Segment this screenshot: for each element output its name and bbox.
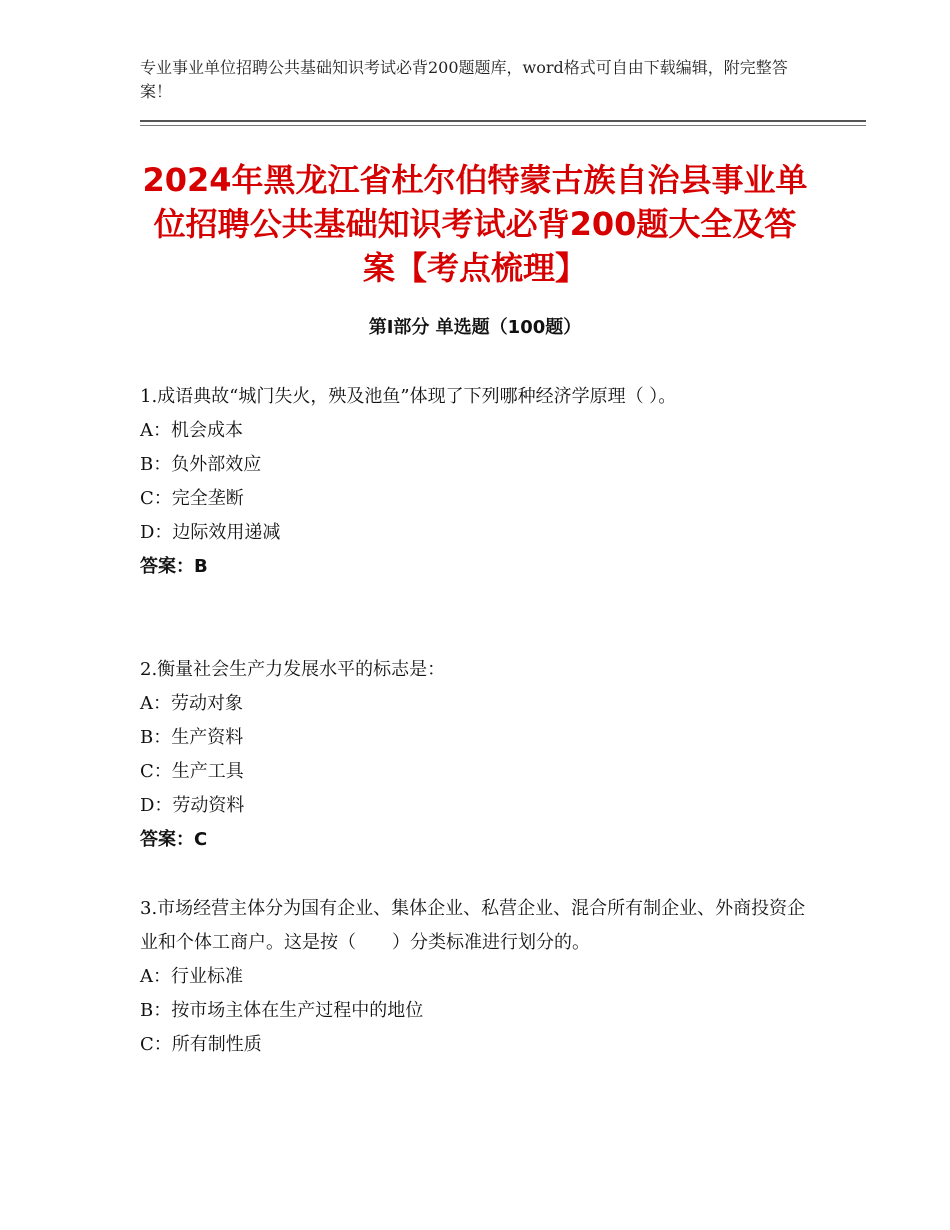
answer: 答案：B bbox=[140, 556, 208, 577]
header-rule-thin bbox=[140, 125, 866, 126]
question-2 bbox=[140, 653, 810, 857]
question-stem: 2.衡量社会生产力发展水平的标志是： bbox=[140, 659, 446, 680]
header-rule-thick bbox=[140, 120, 866, 122]
option-a: A：行业标准 bbox=[140, 966, 243, 987]
option-b: B：生产资料 bbox=[140, 727, 244, 748]
option-c: C：所有制性质 bbox=[140, 1034, 262, 1055]
option-b: B：按市场主体在生产过程中的地位 bbox=[140, 1000, 424, 1021]
question-stem: 3.市场经营主体分为国有企业、集体企业、私营企业、混合所有制企业、外商投资企业和个体工商户。这是按（ ）分类标准进行划分的。 bbox=[140, 898, 806, 953]
option-c: C：生产工具 bbox=[140, 761, 244, 782]
option-a: A：机会成本 bbox=[140, 420, 243, 441]
header-note: 专业事业单位招聘公共基础知识考试必背200题题库，word格式可自由下载编辑，附完整答案！ bbox=[140, 58, 788, 101]
option-a: A：劳动对象 bbox=[140, 693, 243, 714]
option-b: B：负外部效应 bbox=[140, 454, 262, 475]
question-3 bbox=[140, 892, 810, 1062]
question-stem: 1.成语典故“城门失火，殃及池鱼”体现了下列哪种经济学原理（ ）。 bbox=[140, 386, 677, 407]
option-c: C：完全垄断 bbox=[140, 488, 244, 509]
option-d: D：边际效用递减 bbox=[140, 522, 281, 543]
document-title: 2024年黑龙江省杜尔伯特蒙古族自治县事业单位招聘公共基础知识考试必背200题大全及答案【考点梳理】 bbox=[142, 161, 808, 287]
answer: 答案：C bbox=[140, 829, 208, 850]
question-1 bbox=[140, 380, 810, 584]
section-title: 第Ⅰ部分 单选题（100题） bbox=[368, 317, 582, 338]
option-d: D：劳动资料 bbox=[140, 795, 245, 816]
